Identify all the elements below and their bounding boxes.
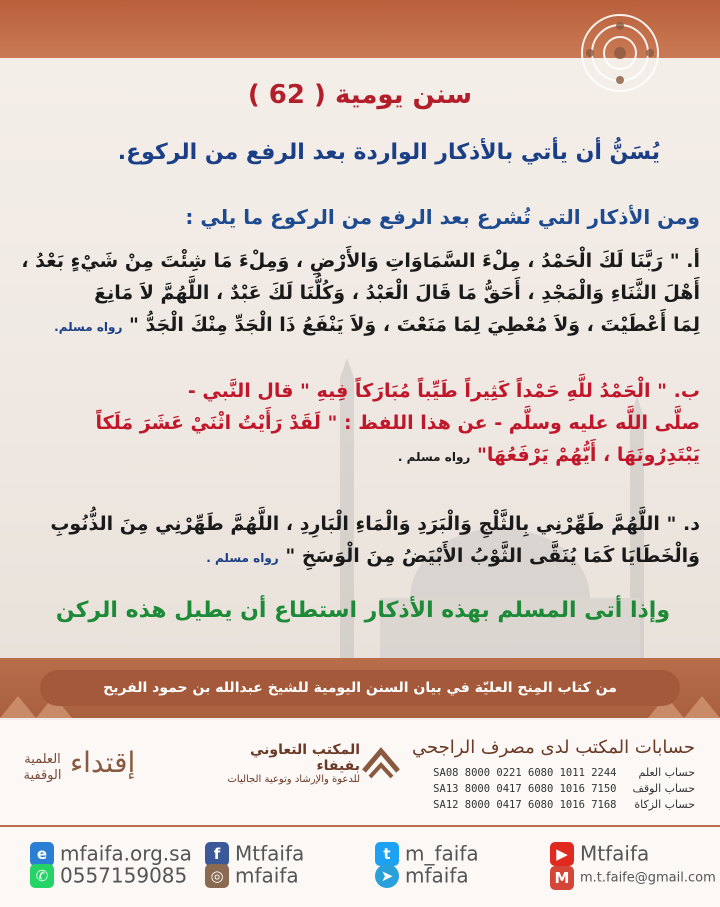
account-row	[395, 782, 695, 795]
instagram-icon: ◎	[205, 864, 229, 888]
twitter-text: m_faifa	[405, 841, 479, 866]
dhikr-a-line3-wrap	[20, 309, 700, 343]
instagram-text: mfaifa	[235, 863, 299, 888]
dhikr-b-line2: صلَّى اللَّه عليه وسلَّم - عن هذا اللفظ : " لَقَدْ رَأَيْتُ اثْنَيْ عَشَرَ مَلَكاً	[95, 412, 700, 434]
dhikr-a	[20, 245, 700, 343]
office-logo-icon	[360, 745, 402, 787]
youtube-link[interactable]	[550, 840, 649, 866]
band-triangle	[0, 696, 36, 718]
account-label: حساب الزكاة	[634, 798, 695, 811]
office-name: المكتب التعاوني بفيفاء	[249, 742, 360, 774]
instagram-link[interactable]	[205, 862, 299, 888]
dhikr-a-line3: لِمَا أَعْطَيْتَ ، وَلاَ مُعْطِيَ لِمَا مَنَعْتَ ، وَلاَ يَنْفَعُ ذَا الْجَدِّ مِنْكَ الْجَدُّ "	[129, 314, 700, 336]
dhikr-b-narrator: رواه مسلم .	[397, 450, 471, 464]
whatsapp-text: 0557159085	[60, 863, 188, 888]
dhikr-b-line3-wrap	[20, 439, 700, 473]
account-label: حساب الوقف	[632, 782, 695, 795]
account-number[interactable]: SA12 8000 0417 6080 1016 7168	[433, 799, 617, 811]
browser-icon: e	[30, 842, 54, 866]
email-link[interactable]	[550, 866, 716, 890]
youtube-text: Mtfaifa	[580, 841, 650, 866]
dhikr-d-line2: وَالْخَطَايَا كَمَا يُنَقَّى الثَّوْبُ الأَبْيَضُ مِنَ الْوَسَخِ "	[285, 545, 700, 567]
intro-text: ومن الأذكار التي تُشرع بعد الرفع من الركوع ما يلي :	[185, 205, 700, 229]
iqtida-logo	[10, 740, 200, 810]
dhikr-a-line2: أَهْلَ الثَّنَاءِ وَالْمَجْدِ ، أَحَقُّ مَا قَالَ الْعَبْدُ ، وَكُلُّنَا لَكَ عَبْدٌ ، اللَّهُمَّ لاَ مَانِعَ	[94, 282, 700, 304]
whatsapp-link[interactable]	[30, 862, 187, 888]
closing-text: وإذا أتى المسلم بهذه الأذكار استطاع أن يطيل هذه الركن	[55, 598, 670, 623]
office-name-block	[210, 742, 360, 785]
dhikr-b-line1: ب. " الْحَمْدُ للَّهِ حَمْداً كَثِيراً طَيِّباً مُبَارَكاً فِيهِ " قال النَّبي -	[187, 380, 700, 402]
dhikr-d	[20, 508, 700, 574]
source-citation: من كتاب المِنح العليّة في بيان السنن اليومية للشيخ عبدالله بن حمود الفريح	[40, 670, 680, 706]
gmail-icon: M	[550, 866, 574, 890]
twitter-icon: t	[375, 842, 399, 866]
dhikr-b	[20, 375, 700, 473]
whatsapp-icon: ✆	[30, 864, 54, 888]
youtube-icon: ▶	[550, 842, 574, 866]
office-subtitle: للدعوة والإرشاد وتوعية الجاليات	[227, 774, 360, 785]
dhikr-d-narrator: رواه مسلم .	[206, 551, 279, 565]
page-title: سنن يومية ( 62 )	[247, 80, 473, 110]
dhikr-d-line2-wrap	[20, 540, 700, 574]
dhikr-b-line3: يَبْتَدِرُونَهَا ، أَيُّهُمْ يَرْفَعُهَا"	[476, 444, 700, 466]
telegram-icon: ➤	[375, 864, 399, 888]
facebook-text: Mtfaifa	[235, 841, 305, 866]
account-number[interactable]: SA08 8000 0221 6080 1011 2244	[433, 767, 617, 779]
bank-accounts-title: حسابات المكتب لدى مصرف الراجحي	[412, 737, 695, 758]
email-text: m.t.faife@gmail.com	[580, 870, 716, 886]
ornament-decoration	[530, 8, 710, 98]
dhikr-a-narrator: رواه مسلم.	[54, 320, 123, 334]
band-triangle	[684, 696, 720, 718]
telegram-text: mfaifa	[405, 863, 469, 888]
facebook-icon: f	[205, 842, 229, 866]
dhikr-d-line1: د. " اللَّهُمَّ طَهِّرْنِي بِالثَّلْجِ وَالْبَرَدِ وَالْمَاءِ الْبَارِدِ ، اللَّهُمَّ طَهِّرْنِي مِنَ الذُّنُوبِ	[50, 513, 700, 535]
dhikr-a-line1: أ. " رَبَّنَا لَكَ الْحَمْدُ ، مِلْءَ السَّمَاوَاتِ وَالأَرْضِ ، وَمِلْءَ مَا شِئْتَ مِنْ شَيْءٍ بَعْدُ ،	[21, 250, 700, 272]
telegram-link[interactable]	[375, 862, 469, 888]
account-row	[395, 798, 695, 811]
account-number[interactable]: SA13 8000 0417 6080 1016 7150	[433, 783, 617, 795]
website-text: mfaifa.org.sa	[60, 841, 192, 866]
account-row	[395, 766, 695, 779]
account-label: حساب العلم	[638, 766, 695, 779]
iqtida-logo-subtitle: العلمية الوقفية	[23, 752, 62, 783]
headline: يُسَنُّ أن يأتي بالأذكار الواردة بعد الرفع من الركوع.	[117, 140, 660, 165]
iqtida-logo-text: إقتداء	[70, 746, 136, 779]
